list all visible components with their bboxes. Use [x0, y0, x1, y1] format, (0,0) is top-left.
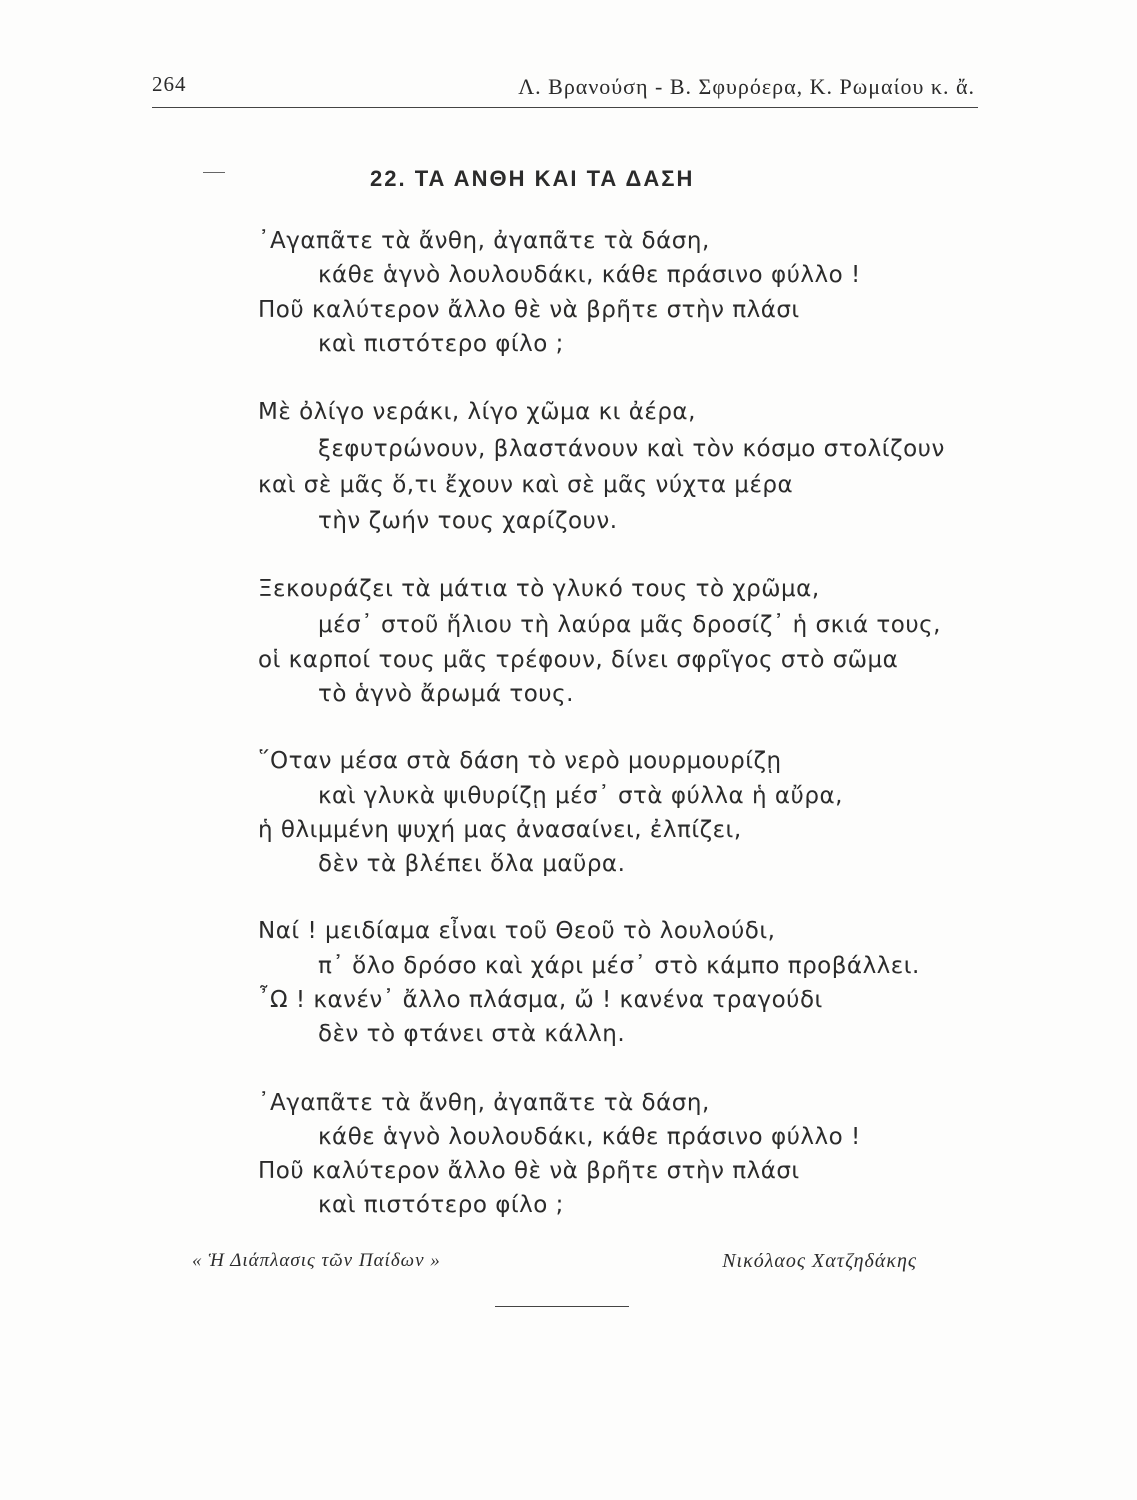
verse-line: ᾿Αγαπᾶτε τὰ ἄνθη, ἀγαπᾶτε τὰ δάση,: [258, 1090, 710, 1116]
verse-line: Ποῦ καλύτερον ἄλλο θὲ νὰ βρῆτε στὴν πλάσι: [258, 297, 800, 323]
poem-author: Νικόλαος Χατζηδάκης: [722, 1250, 917, 1272]
verse-line: μέσ᾿ στοῦ ἥλιου τὴ λαύρα μᾶς δροσίζ᾿ ἡ σκιά τους,: [318, 612, 941, 638]
verse-line: Μὲ ὀλίγο νεράκι, λίγο χῶμα κι ἀέρα,: [258, 399, 696, 425]
verse-line: ξεφυτρώνουν, βλαστάνουν καὶ τὸν κόσμο στολίζουν: [318, 436, 945, 462]
verse-line: καὶ σὲ μᾶς ὅ,τι ἔχουν καὶ σὲ μᾶς νύχτα μέρα: [258, 472, 794, 498]
verse-line: καὶ πιστότερο φίλο ;: [318, 331, 564, 357]
verse-line: Ποῦ καλύτερον ἄλλο θὲ νὰ βρῆτε στὴν πλάσι: [258, 1158, 800, 1184]
verse-line: ᾿Αγαπᾶτε τὰ ἄνθη, ἀγαπᾶτε τὰ δάση,: [258, 228, 710, 254]
verse-line: κάθε ἁγνὸ λουλουδάκι, κάθε πράσινο φύλλο !: [318, 1124, 861, 1150]
verse-line: π᾿ ὅλο δρόσο καὶ χάρι μέσ᾿ στὸ κάμπο προβάλλει.: [318, 953, 920, 979]
margin-dash: [203, 172, 225, 173]
poem-source: « Ἡ Διάπλασις τῶν Παίδων »: [192, 1250, 441, 1271]
header-divider: [152, 107, 978, 108]
page-number: 264: [152, 72, 187, 96]
verse-line: καὶ πιστότερο φίλο ;: [318, 1192, 564, 1218]
poem-title: 22. ΤΑ ΑΝΘΗ ΚΑΙ ΤΑ ΔΑΣΗ: [370, 166, 695, 191]
verse-line: ἡ θλιμμένη ψυχή μας ἀνασαίνει, ἐλπίζει,: [258, 817, 742, 843]
verse-line: ῞Οταν μέσα στὰ δάση τὸ νερὸ μουρμουρίζῃ: [258, 748, 782, 774]
verse-line: Ξεκουράζει τὰ μάτια τὸ γλυκό τους τὸ χρῶμα,: [258, 576, 820, 602]
verse-line: κάθε ἁγνὸ λουλουδάκι, κάθε πράσινο φύλλο !: [318, 262, 861, 288]
end-divider: [495, 1306, 629, 1307]
verse-line: τὴν ζωήν τους χαρίζουν.: [318, 508, 618, 534]
verse-line: δὲν τὰ βλέπει ὅλα μαῦρα.: [318, 851, 626, 877]
verse-line: οἱ καρποί τους μᾶς τρέφουν, δίνει σφρῖγος στὸ σῶμα: [258, 647, 899, 673]
verse-line: τὸ ἁγνὸ ἄρωμά τους.: [318, 681, 574, 707]
verse-line: δὲν τὸ φτάνει στὰ κάλλη.: [318, 1021, 626, 1047]
verse-line: Ναί ! μειδίαμα εἶναι τοῦ Θεοῦ τὸ λουλούδι,: [258, 918, 776, 944]
verse-line: ῏Ω ! κανέν᾿ ἄλλο πλάσμα, ὤ ! κανένα τραγούδι: [258, 987, 823, 1013]
verse-line: καὶ γλυκὰ ψιθυρίζῃ μέσ᾿ στὰ φύλλα ἡ αὔρα,: [318, 783, 843, 809]
running-header: Λ. Βρανούση - Β. Σφυρόερα, Κ. Ρωμαίου κ. ἄ.: [518, 74, 975, 99]
